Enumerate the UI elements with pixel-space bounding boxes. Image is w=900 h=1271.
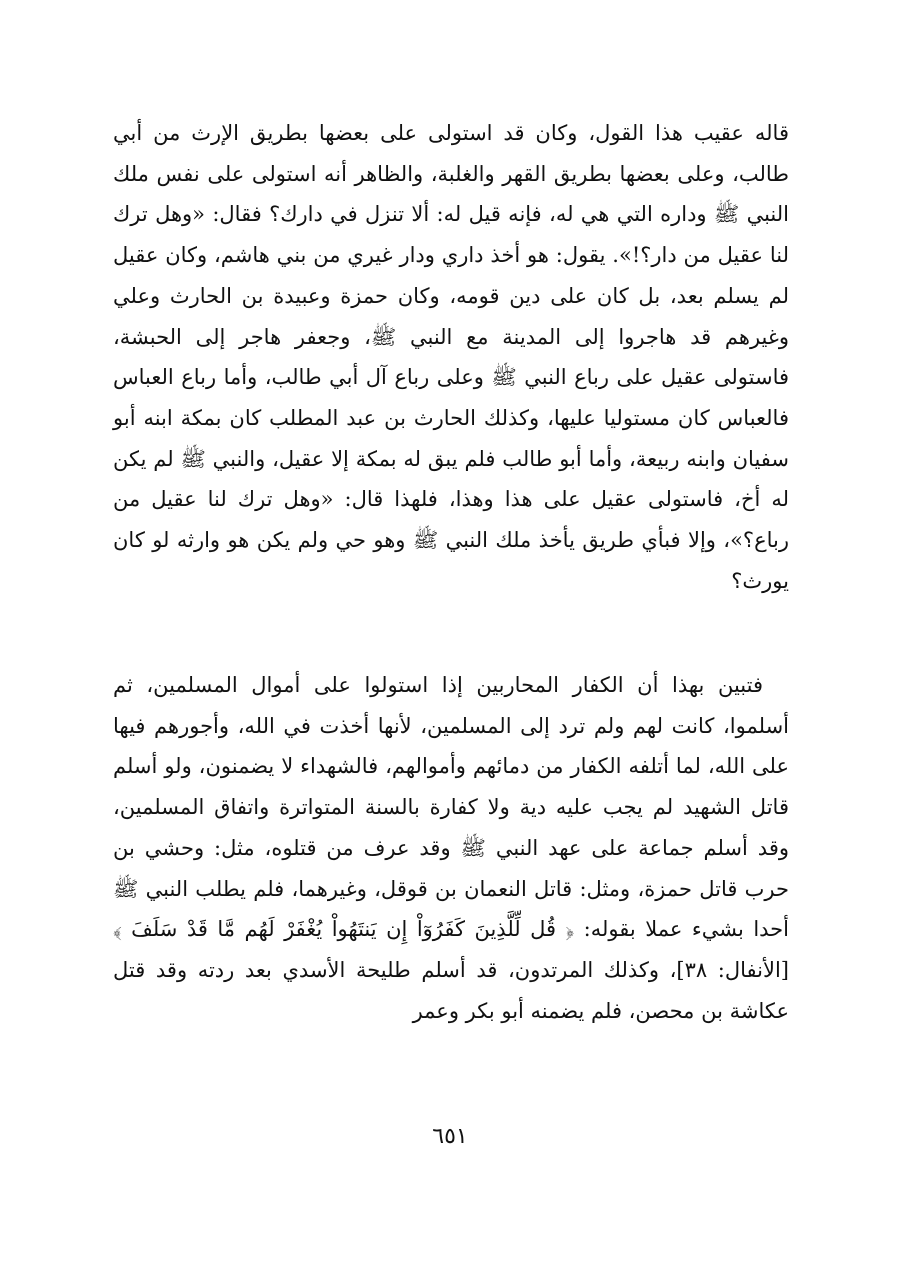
paragraph-text: قاله عقيب هذا القول، وكان قد استولى على بعضها بطريق الإرث من أبي طالب، وعلى بعضها بطريق القهر والغلبة، والظاهر أنه استولى على نفس ملك النبي ﷺ وداره التي هي له، فإنه قيل له: ألا تنزل في دارك؟ فقال: «وهل ترك لنا عقيل من دار؟!». يقول: هو أخذ داري ودار غيري من بني هاشم، وكان عقيل لم يسلم بعد، بل كان على دين قومه، وكان حمزة وعبيدة بن الحارث وعلي وغيرهم قد هاجروا إلى المدينة مع النبي ﷺ، وجعفر هاجر إلى الحبشة، فاستولى عقيل على رباع النبي ﷺ وعلى رباع آل أبي طالب، وأما رباع العباس فالعباس كان مستوليا عليها، وكذلك الحارث بن عبد المطلب كان بمكة ابنه أبو سفيان وابنه ربيعة، وأما أبو طالب فلم يبق له بمكة إلا عقيل، والنبي ﷺ لم يكن له أخ، فاستولى عقيل على هذا وهذا، فلهذا قال: «وهل ترك لنا عقيل من رباع؟»، وإلا فبأي طريق يأخذ ملك النبي ﷺ وهو حي ولم يكن هو وارثه لو كان يورث؟ — [113, 121, 789, 593]
body-paragraph-1 — [113, 113, 789, 601]
body-paragraph-2 — [113, 665, 789, 1031]
paragraph-text: فتبين بهذا أن الكفار المحاربين إذا استولوا على أموال المسلمين، ثم أسلموا، كانت لهم ولم ترد إلى المسلمين، لأنها أخذت في الله، وأجورهم فيها على الله، لما أتلفه الكفار من دمائهم وأموالهم، فالشهداء لا يضمنون، ولو أسلم قاتل الشهيد لم يجب عليه دية ولا كفارة بالسنة المتواترة واتفاق المسلمين، وقد أسلم جماعة على عهد النبي ﷺ وقد عرف من قتلوه، مثل: وحشي بن حرب قاتل حمزة، ومثل: قاتل النعمان بن قوقل، وغيرهما، فلم يطلب النبي ﷺ أحدا بشيء عملا بقوله: ﴿ قُل لِّلَّذِينَ كَفَرُوٓاْ إِن يَنتَهُواْ يُغْفَرْ لَهُم مَّا قَدْ سَلَفَ ﴾ [الأنفال: ٣٨]، وكذلك المرتدون، قد أسلم طليحة الأسدي بعد ردته وقد قتل عكاشة بن محصن، فلم يضمنه أبو بكر وعمر — [113, 673, 789, 1023]
page-number: ٦٥١ — [432, 1124, 468, 1149]
